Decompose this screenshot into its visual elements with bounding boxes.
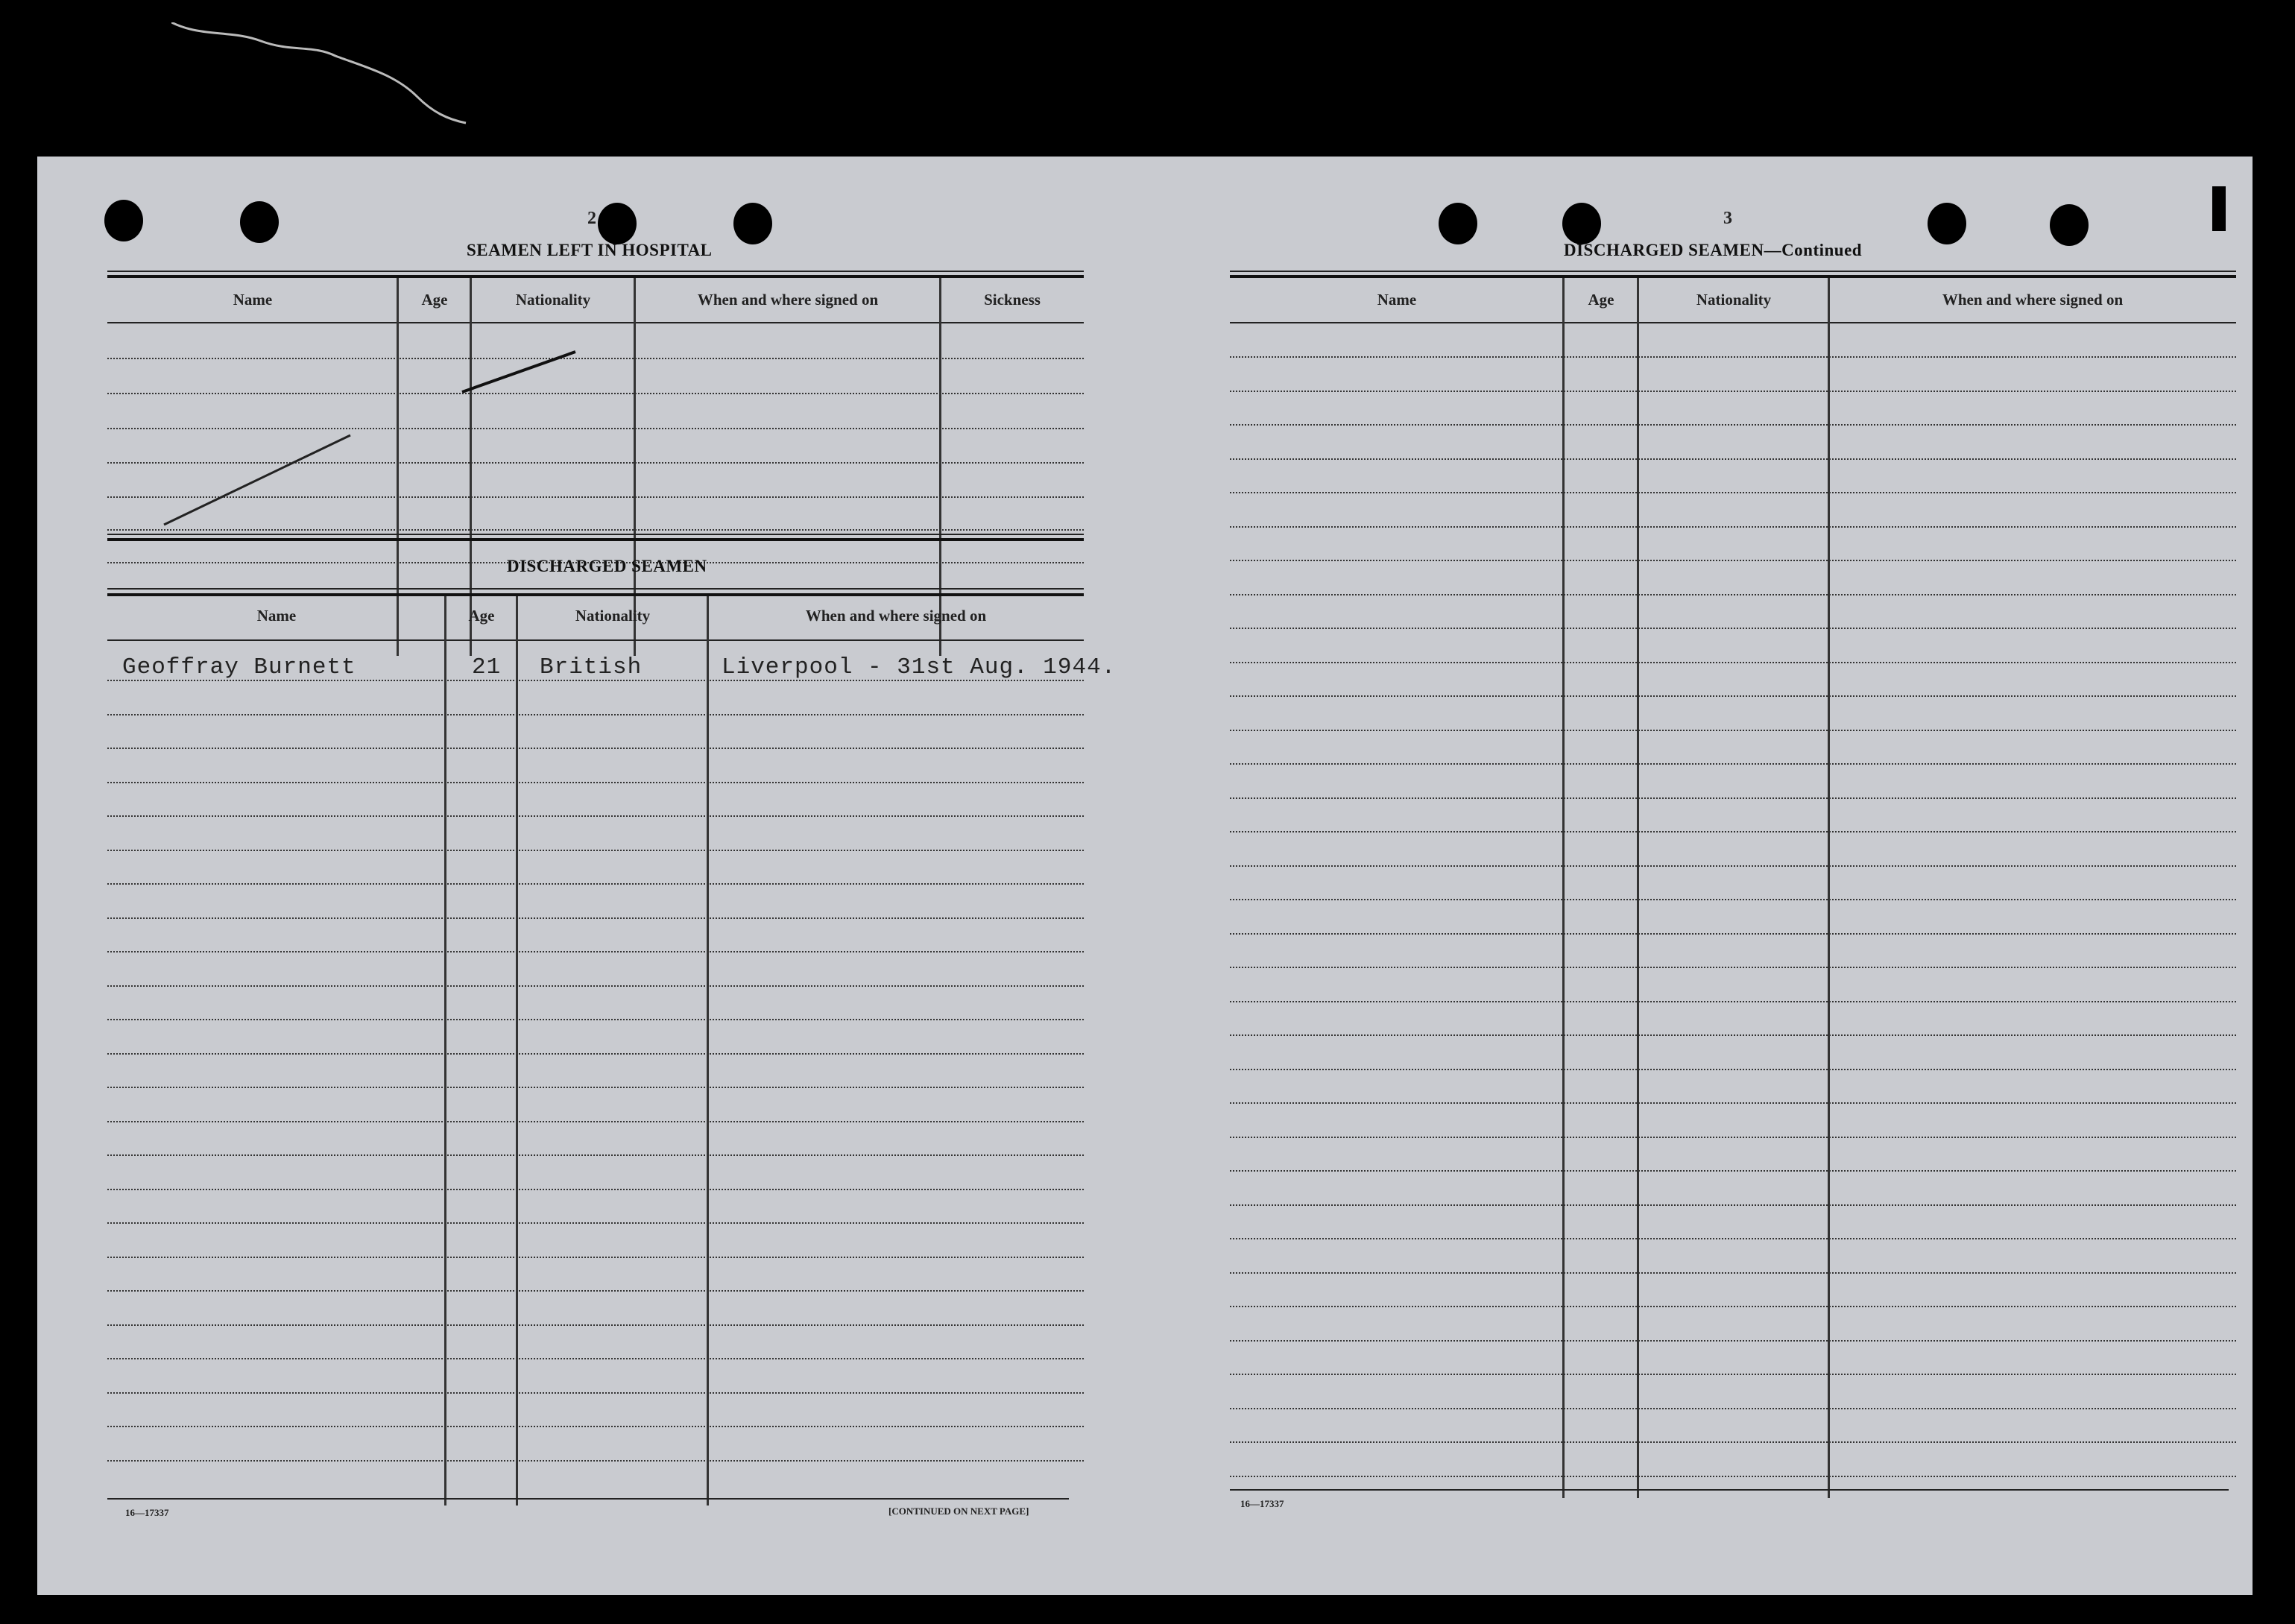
entry-line xyxy=(1230,458,2236,460)
entry-line xyxy=(1230,628,2236,629)
punch-hole xyxy=(1928,203,1966,244)
entry-line xyxy=(107,1358,1084,1359)
column-divider xyxy=(1828,278,1830,1498)
continued-note: [CONTINUED ON NEXT PAGE] xyxy=(888,1505,1029,1517)
entry-line xyxy=(1230,1204,2236,1206)
column-header-name: Name xyxy=(1377,291,1417,309)
entry-line xyxy=(1230,1272,2236,1274)
table-rule xyxy=(1230,271,2236,272)
entry-line xyxy=(1230,1001,2236,1002)
table-rule xyxy=(107,588,1084,590)
punch-hole xyxy=(1562,203,1601,244)
entry-line xyxy=(1230,1137,2236,1138)
entry-line xyxy=(107,1121,1084,1122)
entry-line xyxy=(107,1053,1084,1055)
pen-strike-line xyxy=(37,157,1155,604)
column-header-name: Name xyxy=(256,607,297,625)
entry-line xyxy=(107,850,1084,851)
column-header-signed-on: When and where signed on xyxy=(805,607,987,625)
punch-hole xyxy=(2050,204,2089,246)
column-header-signed-on: When and where signed on xyxy=(697,291,879,309)
entry-line xyxy=(1230,1476,2236,1477)
entry-line xyxy=(107,951,1084,952)
entry-line xyxy=(1230,1102,2236,1104)
entry-line xyxy=(107,1019,1084,1020)
entry-line xyxy=(1230,560,2236,561)
entry-line xyxy=(1230,594,2236,595)
entry-line xyxy=(1230,526,2236,528)
entry-line xyxy=(107,1087,1084,1088)
entry-line xyxy=(1230,695,2236,697)
column-divider xyxy=(707,596,709,1505)
entry-line xyxy=(1230,1408,2236,1409)
column-header-sickness: Sickness xyxy=(984,291,1041,309)
column-header-nationality: Nationality xyxy=(1696,291,1772,309)
table-rule xyxy=(1230,1489,2229,1491)
seaman-name: Geoffray Burnett xyxy=(122,654,356,680)
table-rule xyxy=(107,639,1084,641)
entry-line xyxy=(1230,356,2236,358)
page-number: 2 xyxy=(587,209,596,228)
entry-line xyxy=(107,1189,1084,1190)
entry-line xyxy=(1230,1034,2236,1036)
entry-line xyxy=(1230,1306,2236,1307)
column-divider xyxy=(1562,278,1565,1498)
entry-line xyxy=(107,917,1084,919)
form-code: 16—17337 xyxy=(125,1507,169,1518)
seaman-signed-on: Liverpool - 31st Aug. 1944. xyxy=(722,654,1117,680)
torn-paper-edge xyxy=(171,22,470,127)
table-rule xyxy=(1230,322,2236,323)
entry-line xyxy=(107,1460,1084,1462)
entry-line xyxy=(1230,899,2236,900)
column-header-age: Age xyxy=(1588,291,1614,309)
column-divider xyxy=(1637,278,1639,1498)
entry-line xyxy=(107,1392,1084,1394)
entry-line xyxy=(1230,730,2236,731)
column-header-nationality: Nationality xyxy=(515,291,591,309)
entry-line xyxy=(107,748,1084,749)
entry-line xyxy=(107,883,1084,885)
column-divider xyxy=(444,596,446,1505)
table-rule xyxy=(1230,275,2236,278)
form-code: 16—17337 xyxy=(1240,1498,1284,1509)
entry-line xyxy=(107,1154,1084,1156)
table-rule xyxy=(107,1498,1069,1500)
entry-line xyxy=(1230,391,2236,392)
entry-line xyxy=(1230,967,2236,968)
column-header-age: Age xyxy=(468,607,495,625)
hospital-section-title: SEAMEN LEFT IN HOSPITAL xyxy=(467,241,713,259)
entry-line xyxy=(107,1257,1084,1258)
entry-line xyxy=(107,714,1084,715)
entry-line xyxy=(107,680,1084,681)
entry-line xyxy=(1230,492,2236,493)
paper-clip-mark xyxy=(2212,186,2226,231)
entry-line xyxy=(107,1426,1084,1427)
page-number: 3 xyxy=(1723,209,1732,228)
ledger-sheet xyxy=(37,157,2253,1595)
column-header-nationality: Nationality xyxy=(575,607,651,625)
discharged-continued-title: DISCHARGED SEAMEN—Continued xyxy=(1564,241,1863,259)
column-header-age: Age xyxy=(421,291,448,309)
seaman-nationality: British xyxy=(540,654,643,680)
entry-line xyxy=(107,1222,1084,1224)
entry-line xyxy=(1230,797,2236,799)
entry-line xyxy=(107,985,1084,987)
entry-line xyxy=(1230,831,2236,832)
entry-line xyxy=(1230,1441,2236,1443)
entry-line xyxy=(1230,1170,2236,1172)
entry-line xyxy=(1230,662,2236,663)
entry-line xyxy=(107,1290,1084,1292)
entry-line xyxy=(1230,1069,2236,1070)
table-rule xyxy=(107,593,1084,596)
seaman-age: 21 xyxy=(472,654,502,680)
entry-line xyxy=(1230,865,2236,867)
entry-line xyxy=(1230,763,2236,765)
entry-line xyxy=(107,815,1084,817)
column-header-signed-on: When and where signed on xyxy=(1942,291,2124,309)
entry-line xyxy=(107,782,1084,783)
entry-line xyxy=(1230,933,2236,935)
punch-hole xyxy=(1439,203,1477,244)
entry-line xyxy=(1230,1340,2236,1342)
discharged-section-title: DISCHARGED SEAMEN xyxy=(507,557,707,575)
entry-line xyxy=(1230,1238,2236,1239)
column-header-name: Name xyxy=(233,291,273,309)
entry-line xyxy=(1230,1374,2236,1375)
entry-line xyxy=(107,1324,1084,1326)
column-divider xyxy=(516,596,518,1505)
entry-line xyxy=(1230,424,2236,426)
